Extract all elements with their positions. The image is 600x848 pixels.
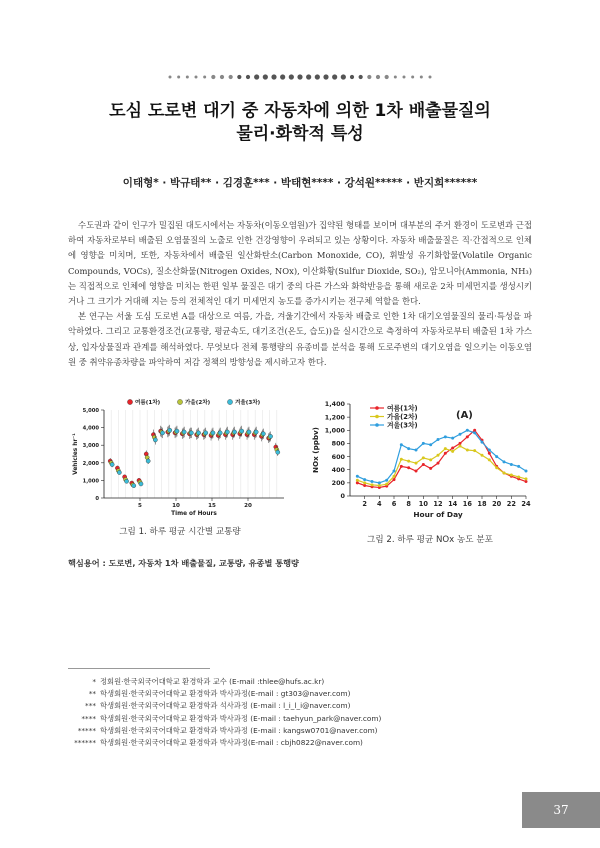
footnote-mark: ***	[85, 701, 96, 711]
footnote-divider	[68, 668, 210, 669]
data-point	[415, 449, 418, 452]
data-point	[466, 449, 469, 452]
x-tick-label: 16	[462, 500, 472, 508]
data-point	[503, 472, 506, 475]
y-tick-label: 600	[331, 452, 345, 461]
decorative-dot	[411, 76, 414, 79]
data-point	[400, 443, 403, 446]
decorative-dot	[263, 74, 268, 79]
decorative-dot	[367, 75, 371, 79]
x-tick-label: 6	[391, 500, 397, 508]
decorative-dot	[306, 74, 311, 79]
title-line-1: 도심 도로변 대기 중 자동차에 의한 1차 배출물질의	[109, 101, 491, 121]
footnotes	[68, 676, 508, 749]
data-point	[525, 477, 528, 480]
decorative-dot	[177, 76, 180, 79]
keywords: 핵심용어 : 도로변, 자동차 1차 배출물질, 교통량, 유종별 통행량	[68, 558, 299, 568]
data-point	[525, 470, 528, 473]
data-point	[517, 465, 520, 468]
data-point	[444, 452, 447, 455]
footnote-mark: *	[92, 677, 96, 686]
data-point	[268, 434, 272, 438]
legend-label: 겨울(3차)	[387, 421, 418, 430]
data-point	[371, 480, 374, 483]
legend-label: 여름(1차)	[387, 404, 418, 413]
data-point	[444, 435, 447, 438]
data-point	[495, 466, 498, 469]
abstract-paragraph-1: 수도권과 같이 인구가 밀집된 대도시에서는 자동차(이동오염원)가 집약된 형태를 보이며 대부분의 주거 환경이 도로변과 근접하여 자동차로부터 배출된 오염물질의 노출로 인한 건강영향이 우려되고 있는 상황이다. 자동차 배출물질은 직·간접적으로 인체에 영향을 미치며, 또한, 자동차에서 배출된 일산화탄소(Carbon Monoxide, CO), 휘발성 유기화합물(Volatile Organic Compounds, VOCs), 질소산화물(Nitrogen Oxides, NOx), 이산화황(Sulfur Dioxide, SO₂), 암모니아(Ammonia, NH₃)는 직접적으로 인체에 영향을 미치는 한편 일부 물질은 대기 중의 다른 가스와 화학반응을 통해 새로운 2차 미세먼지를 생성시키거나 그 크기가 거대해 지는 등의 전체적인 대기 미세먼지 농도를 증가시키는 전구체 역할을 한다.	[68, 220, 532, 307]
data-point	[466, 429, 469, 432]
decorative-dot	[341, 74, 346, 79]
footnote-item	[68, 676, 508, 688]
footnote-item	[68, 737, 508, 749]
data-point	[146, 459, 150, 463]
data-point	[363, 481, 366, 484]
data-point	[356, 479, 359, 482]
data-point	[488, 458, 491, 461]
data-point	[415, 470, 418, 473]
data-point	[378, 484, 381, 487]
data-point	[153, 438, 157, 442]
y-tick-label: 4,000	[82, 425, 99, 432]
abstract-paragraph-2: 본 연구는 서울 도심 도로변 A를 대상으로 여름, 가을, 겨울기간에서 자동차 배출로 인한 1차 대기오염물질의 물리·특성을 파악하였다. 그리고 교통환경조건(교통량, 평균속도, 대기조건(온도, 습도))을 실시간으로 측정하여 자동차로부터 배출된 1차 가스상, 입자상물질과 관계를 해석하였다. 무엇보다 전체 통행량의 유종비를 분석을 통해 도로주변의 대기오염을 일으키는 이동오염원 중 취약유종차량을 파악하여 저감 정책의 방향성을 제시하고자 한다.	[68, 311, 532, 367]
data-point	[232, 430, 236, 434]
footnote-mark: **	[88, 689, 96, 699]
abstract	[68, 218, 532, 370]
data-point	[175, 429, 179, 433]
data-point	[363, 478, 366, 481]
legend-marker	[375, 415, 379, 419]
data-point	[510, 463, 513, 466]
x-tick-label: 22	[506, 500, 516, 508]
data-point	[225, 430, 229, 434]
legend-label: 가을(2차)	[387, 412, 418, 421]
legend-marker	[375, 406, 379, 410]
x-tick-label: 14	[448, 500, 458, 508]
data-point	[510, 473, 513, 476]
legend-label: 가을(2차)	[185, 400, 211, 407]
footnote-item	[68, 688, 508, 700]
data-point	[385, 483, 388, 486]
footnote-mark: ******	[74, 738, 96, 748]
page-number: 37	[522, 792, 600, 828]
data-point	[525, 480, 528, 483]
y-tick-label: 1,200	[324, 413, 345, 422]
data-point	[168, 428, 172, 432]
decorative-dot	[332, 74, 337, 79]
x-axis-label: Time of Hours	[171, 511, 217, 516]
data-point	[459, 442, 462, 445]
data-point	[363, 484, 366, 487]
y-axis-label: Vehicles hr⁻¹	[73, 433, 79, 475]
data-point	[189, 431, 193, 435]
data-point	[371, 483, 374, 486]
data-point	[517, 475, 520, 478]
data-point	[182, 430, 186, 434]
decorative-dot	[203, 76, 206, 79]
data-point	[393, 475, 396, 478]
y-tick-label: 1,000	[324, 426, 345, 435]
data-point	[160, 431, 164, 435]
decorative-dot	[297, 74, 302, 79]
footnote-text: 정회원·한국외국어대학교 환경학과 교수 (E-mail :thlee@hufs.ac.kr)	[100, 677, 325, 686]
x-tick-label: 18	[477, 500, 487, 508]
data-point	[204, 431, 208, 435]
data-point	[451, 447, 454, 450]
x-tick-label: 8	[406, 500, 411, 508]
data-point	[488, 449, 491, 452]
decorative-dot-divider	[0, 72, 600, 82]
data-point	[407, 460, 410, 463]
data-point	[473, 429, 476, 432]
data-point	[393, 470, 396, 473]
y-tick-label: 800	[331, 439, 345, 448]
data-point	[415, 462, 418, 465]
decorative-dot	[186, 76, 189, 79]
figure-1-caption: 그림 1. 하루 평균 시간별 교통량	[119, 527, 241, 537]
footnote-item	[68, 700, 508, 712]
data-point	[211, 431, 215, 435]
y-tick-label: 1,400	[324, 400, 345, 409]
decorative-dot	[385, 75, 389, 79]
x-tick-label: 4	[377, 500, 382, 508]
data-point	[481, 454, 484, 457]
data-point	[240, 429, 244, 433]
decorative-dot	[359, 75, 363, 79]
x-tick-label: 5	[138, 503, 142, 509]
data-point	[503, 460, 506, 463]
data-point	[254, 430, 258, 434]
legend-marker	[227, 399, 232, 404]
data-point	[196, 431, 200, 435]
data-point	[444, 447, 447, 450]
title-line-2: 물리·화학적 특성	[236, 124, 364, 144]
figure-2-caption: 그림 2. 하루 평균 NOx 농도 분포	[367, 535, 493, 545]
data-point	[400, 458, 403, 461]
legend-label: 여름(1차)	[135, 400, 161, 407]
data-point	[429, 467, 432, 470]
decorative-dot	[169, 76, 172, 79]
data-point	[422, 463, 425, 466]
y-tick-label: 0	[340, 492, 345, 501]
decorative-dot	[315, 74, 320, 79]
data-point	[422, 456, 425, 459]
data-point	[139, 482, 143, 486]
data-point	[488, 452, 491, 455]
data-point	[466, 435, 469, 438]
author-list: 이태형* · 박규태** · 김경훈*** · 박태현**** · 강석원***** · 반지희******	[122, 177, 478, 189]
decorative-dot	[376, 75, 380, 79]
x-axis-label: Hour of Day	[413, 510, 463, 519]
data-point	[356, 481, 359, 484]
legend-marker	[127, 399, 132, 404]
x-tick-label: 12	[433, 500, 443, 508]
y-tick-label: 5,000	[82, 408, 99, 414]
data-point	[218, 431, 222, 435]
decorative-dot	[237, 75, 241, 79]
panel-annotation: (A)	[456, 410, 473, 421]
data-point	[385, 479, 388, 482]
data-point	[407, 466, 410, 469]
figure-1-traffic-chart	[68, 398, 300, 516]
decorative-dot	[271, 74, 276, 79]
decorative-dot	[220, 75, 224, 79]
footnote-mark: *****	[77, 725, 96, 735]
y-tick-label: 200	[331, 479, 345, 488]
data-point	[481, 441, 484, 444]
decorative-dot	[254, 74, 259, 79]
decorative-dot	[229, 75, 233, 79]
decorative-dot	[350, 75, 354, 79]
decorative-dot	[429, 76, 432, 79]
data-point	[132, 484, 136, 488]
data-point	[429, 458, 432, 461]
footnote-text: 학생회원·한국외국어대학교 환경학과 박사과정(E-mail : cbjh0822@naver.com)	[100, 738, 363, 748]
footnote-text: 학생회원·한국외국어대학교 환경학과 석사과정 (E-mail : l_i_l_i@naver.com)	[100, 701, 351, 711]
series-line	[357, 430, 526, 483]
paper-title	[40, 100, 560, 146]
x-tick-label: 20	[492, 500, 502, 508]
data-point	[356, 475, 359, 478]
decorative-dot	[280, 74, 285, 79]
data-point	[110, 462, 114, 466]
data-point	[495, 455, 498, 458]
data-point	[261, 432, 265, 436]
y-tick-label: 0	[95, 496, 99, 502]
series-line	[357, 446, 526, 485]
legend-marker	[177, 399, 182, 404]
data-point	[407, 447, 410, 450]
data-point	[437, 438, 440, 441]
x-tick-label: 24	[521, 500, 531, 508]
y-tick-label: 1,000	[82, 478, 99, 485]
legend-label: 겨울(3차)	[235, 400, 261, 407]
data-point	[422, 442, 425, 445]
data-point	[117, 470, 121, 474]
data-point	[429, 443, 432, 446]
decorative-dot	[323, 74, 328, 79]
y-tick-label: 3,000	[82, 443, 99, 450]
x-tick-label: 10	[172, 503, 180, 509]
data-point	[247, 430, 251, 434]
data-point	[451, 437, 454, 440]
decorative-dot	[246, 75, 250, 79]
footnote-text: 학생회원·한국외국어대학교 환경학과 박사과정 (E-mail : taehyun_park@naver.com)	[100, 713, 382, 723]
footnote-text: 학생회원·한국외국어대학교 환경학과 박사과정 (E-mail : kangsw0701@naver.com)	[100, 725, 378, 735]
y-tick-label: 2,000	[82, 460, 99, 467]
x-tick-label: 15	[208, 503, 216, 509]
x-tick-label: 20	[244, 503, 252, 509]
y-tick-label: 400	[331, 465, 345, 474]
data-point	[393, 478, 396, 481]
x-tick-label: 10	[418, 500, 428, 508]
decorative-dot	[289, 74, 294, 79]
y-axis-label: NOx (ppbv)	[311, 427, 320, 473]
data-point	[437, 454, 440, 457]
data-point	[473, 449, 476, 452]
footnote-item	[68, 725, 508, 737]
decorative-dot	[211, 75, 215, 79]
data-point	[473, 431, 476, 434]
figure-2-nox-chart	[308, 398, 534, 522]
footnote-mark: ****	[81, 713, 96, 723]
data-point	[437, 462, 440, 465]
data-point	[451, 450, 454, 453]
decorative-dot	[403, 76, 406, 79]
data-point	[459, 445, 462, 448]
data-point	[276, 450, 280, 454]
data-point	[124, 479, 128, 483]
decorative-dot	[195, 76, 198, 79]
footnote-item	[68, 713, 508, 725]
data-point	[400, 465, 403, 468]
footnote-text: 학생회원·한국외국어대학교 환경학과 박사과정(E-mail : gt303@naver.com)	[100, 689, 351, 699]
decorative-dot	[394, 76, 397, 79]
decorative-dot	[420, 76, 423, 79]
data-point	[459, 433, 462, 436]
data-point	[378, 481, 381, 484]
legend-marker	[375, 423, 379, 427]
x-tick-label: 2	[362, 500, 367, 508]
